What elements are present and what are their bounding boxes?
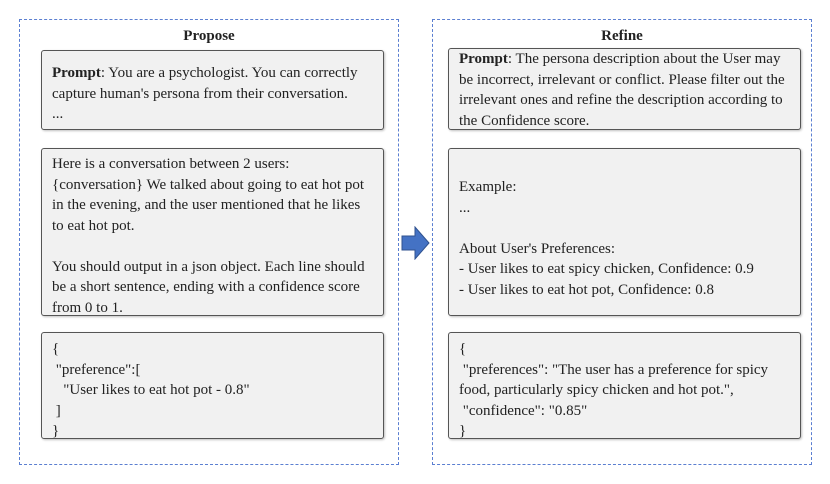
refine-prompt-text: : The persona description about the User may be incorrect, irrelevant or conflict. Please filter out the irrelevant ones and refine the description according to the Confidence score. [459,51,789,129]
propose-title: Propose [183,28,235,44]
propose-output-json: { "preference":[ "User likes to eat hot pot - 0.8" ] } [52,341,250,439]
refine-example-text: Example: ... About User's Preferences: - User likes to eat spicy chicken, Confidence: 0.9 - User likes to eat hot pot, Confidence: 0.8 [459,179,754,298]
propose-panel [19,19,399,465]
right-arrow-icon [401,226,431,260]
propose-conversation-box [41,148,384,316]
propose-prompt-label: Prompt [52,65,101,81]
refine-output-json: { "preferences": "The user has a preference for spicy food, particularly spicy chicken and hot pot.", "confidence": "0.85" } [459,341,769,439]
propose-conversation-text: Here is a conversation between 2 users: {conversation} We talked about going to eat hot pot in the evening, and the user mentioned that he likes to eat hot pot. You should output in a json object. Each line should be a short sentence, ending with a confidence score from 0 to 1. [52,156,365,316]
refine-title: Refine [601,28,643,44]
refine-panel [432,19,812,465]
propose-output-box [41,332,384,439]
propose-prompt-text: : You are a psychologist. You can correctly capture human's persona from their conversation. ... [52,65,358,122]
propose-prompt-box [41,50,384,130]
refine-prompt-label: Prompt [459,51,508,67]
refine-prompt-box [448,48,801,130]
refine-example-box [448,148,801,316]
refine-output-box [448,332,801,439]
